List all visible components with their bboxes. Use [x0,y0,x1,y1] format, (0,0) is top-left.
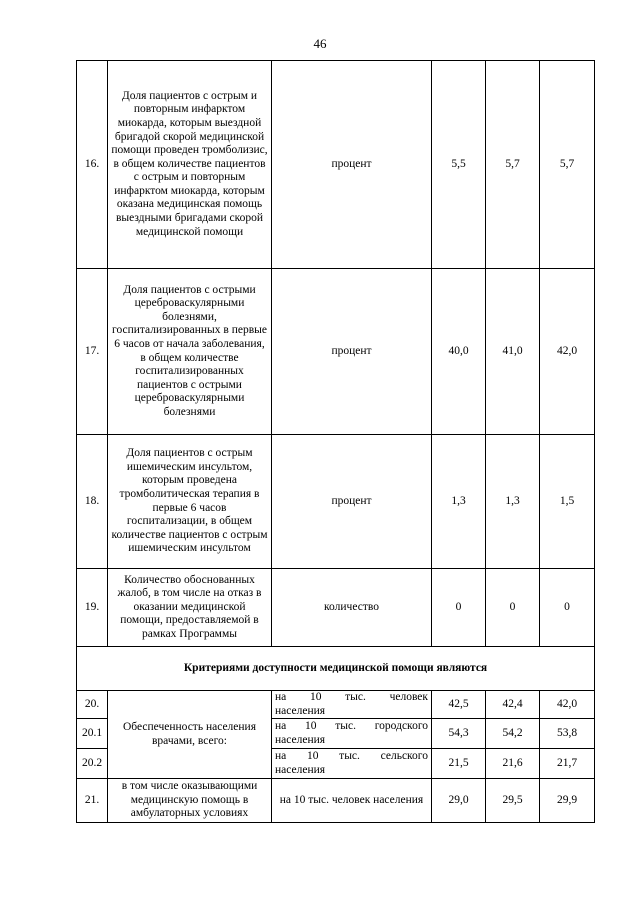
row-number: 16. [77,61,108,269]
unit-line-1: на 10 тыс. человек [275,691,428,703]
indicator-name: Доля пациентов с острыми цереброваскулярными болезнями, госпитализированных в первые 6 часов от начала заболевания, в общем количестве госпитализированных пациентов с острыми цереброваскулярными болезнями [108,269,272,435]
value-year-2: 41,0 [486,269,540,435]
value-year-2: 21,6 [486,749,540,779]
value-year-2: 5,7 [486,61,540,269]
value-year-2: 54,2 [486,719,540,749]
value-year-2: 0 [486,569,540,647]
unit: процент [272,435,432,569]
table-row [77,435,595,569]
value-year-3: 5,7 [540,61,595,269]
value-year-1: 1,3 [432,435,486,569]
value-year-3: 42,0 [540,269,595,435]
row-number: 20.1 [77,719,108,749]
value-year-1: 42,5 [432,691,486,719]
value-year-1: 54,3 [432,719,486,749]
section-title: Критериями доступности медицинской помощи являются [77,647,595,691]
value-year-1: 5,5 [432,61,486,269]
criteria-table [76,60,595,823]
row-number: 20.2 [77,749,108,779]
unit-line-1: на 10 тыс. городского [275,720,428,733]
value-year-2: 29,5 [486,779,540,823]
unit: процент [272,269,432,435]
row-number: 20. [77,691,108,719]
table-row [77,269,595,435]
indicator-name: Обеспеченность населения врачами, всего: [108,691,272,779]
value-year-3: 42,0 [540,691,595,719]
value-year-1: 0 [432,569,486,647]
row-number: 21. [77,779,108,823]
unit-line-2: населения [275,733,326,746]
value-year-2: 42,4 [486,691,540,719]
value-year-1: 40,0 [432,269,486,435]
row-number: 17. [77,269,108,435]
value-year-3: 1,5 [540,435,595,569]
value-year-3: 29,9 [540,779,595,823]
unit-line-1: на 10 тыс. сельского [275,750,428,763]
section-row [77,647,595,691]
indicator-name: Доля пациентов с острым ишемическим инсультом, которым проведена тромболитическая терапия в первые 6 часов госпитализации, в общем количестве пациентов с острым ишемическим инсультом [108,435,272,569]
table-row [77,61,595,269]
table-row [77,691,595,719]
unit: на 10 тыс. человек населения [272,779,432,823]
row-number: 18. [77,435,108,569]
indicator-name: в том числе оказывающими медицинскую помощь в амбулаторных условиях [108,779,272,823]
table-row [77,569,595,647]
table-row [77,779,595,823]
unit: процент [272,61,432,269]
value-year-1: 29,0 [432,779,486,823]
value-year-3: 53,8 [540,719,595,749]
row-number: 19. [77,569,108,647]
value-year-3: 0 [540,569,595,647]
unit [272,749,432,779]
unit [272,691,432,719]
value-year-2: 1,3 [486,435,540,569]
unit-line-2: населения [275,763,326,776]
value-year-1: 21,5 [432,749,486,779]
unit-line-2: населения [275,704,326,717]
value-year-3: 21,7 [540,749,595,779]
page-number: 46 [313,36,327,51]
unit [272,719,432,749]
unit: количество [272,569,432,647]
indicator-name: Количество обоснованных жалоб, в том числе на отказ в оказании медицинской помощи, предоставляемой в рамках Программы [108,569,272,647]
indicator-name: Доля пациентов с острым и повторным инфарктом миокарда, которым выездной бригадой скорой медицинской помощи проведен тромболизис, в общем количестве пациентов с острым и повторным инфарктом миокарда, которым оказана медицинская помощь выездными бригадами скорой медицинской помощи [108,61,272,269]
